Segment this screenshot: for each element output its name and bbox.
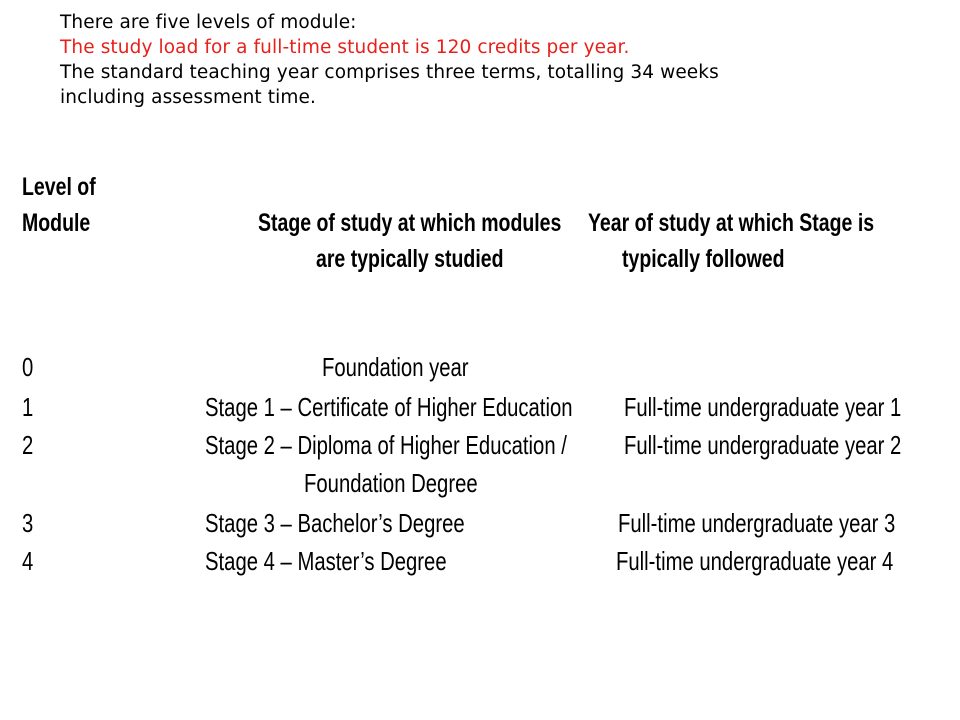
row-4-stage: Stage 4 – Master’s Degree bbox=[205, 546, 447, 576]
row-2-stage-continuation: Foundation Degree bbox=[304, 468, 478, 498]
row-4-level: 4 bbox=[22, 546, 34, 576]
row-3-year: Full-time undergraduate year 3 bbox=[618, 508, 896, 538]
header-level-line1: Level of bbox=[22, 173, 96, 201]
intro-line-teaching-year: The standard teaching year comprises three terms, totalling 34 weeks bbox=[60, 62, 719, 83]
row-2-level: 2 bbox=[22, 430, 34, 460]
row-3-stage: Stage 3 – Bachelor’s Degree bbox=[205, 508, 465, 538]
header-stage-line2: are typically studied bbox=[316, 245, 504, 273]
row-3-level: 3 bbox=[22, 508, 34, 538]
intro-line-study-load: The study load for a full-time student is 120 credits per year. bbox=[60, 37, 630, 58]
row-2-stage: Stage 2 – Diploma of Higher Education / bbox=[205, 430, 567, 460]
header-level-line2: Module bbox=[22, 209, 91, 237]
row-1-level: 1 bbox=[22, 392, 34, 422]
row-2-year: Full-time undergraduate year 2 bbox=[624, 430, 902, 460]
intro-line-assessment: including assessment time. bbox=[60, 87, 316, 108]
intro-text-block bbox=[60, 10, 940, 110]
row-0-level: 0 bbox=[22, 352, 34, 382]
header-year-line2: typically followed bbox=[622, 245, 785, 273]
row-1-year: Full-time undergraduate year 1 bbox=[624, 392, 902, 422]
row-1-stage: Stage 1 – Certificate of Higher Education bbox=[205, 392, 573, 422]
intro-line-levels: There are five levels of module: bbox=[60, 12, 357, 33]
header-year-line1: Year of study at which Stage is bbox=[588, 209, 875, 237]
row-4-year: Full-time undergraduate year 4 bbox=[616, 546, 894, 576]
row-0-stage: Foundation year bbox=[322, 352, 469, 382]
header-stage-line1: Stage of study at which modules bbox=[258, 209, 562, 237]
